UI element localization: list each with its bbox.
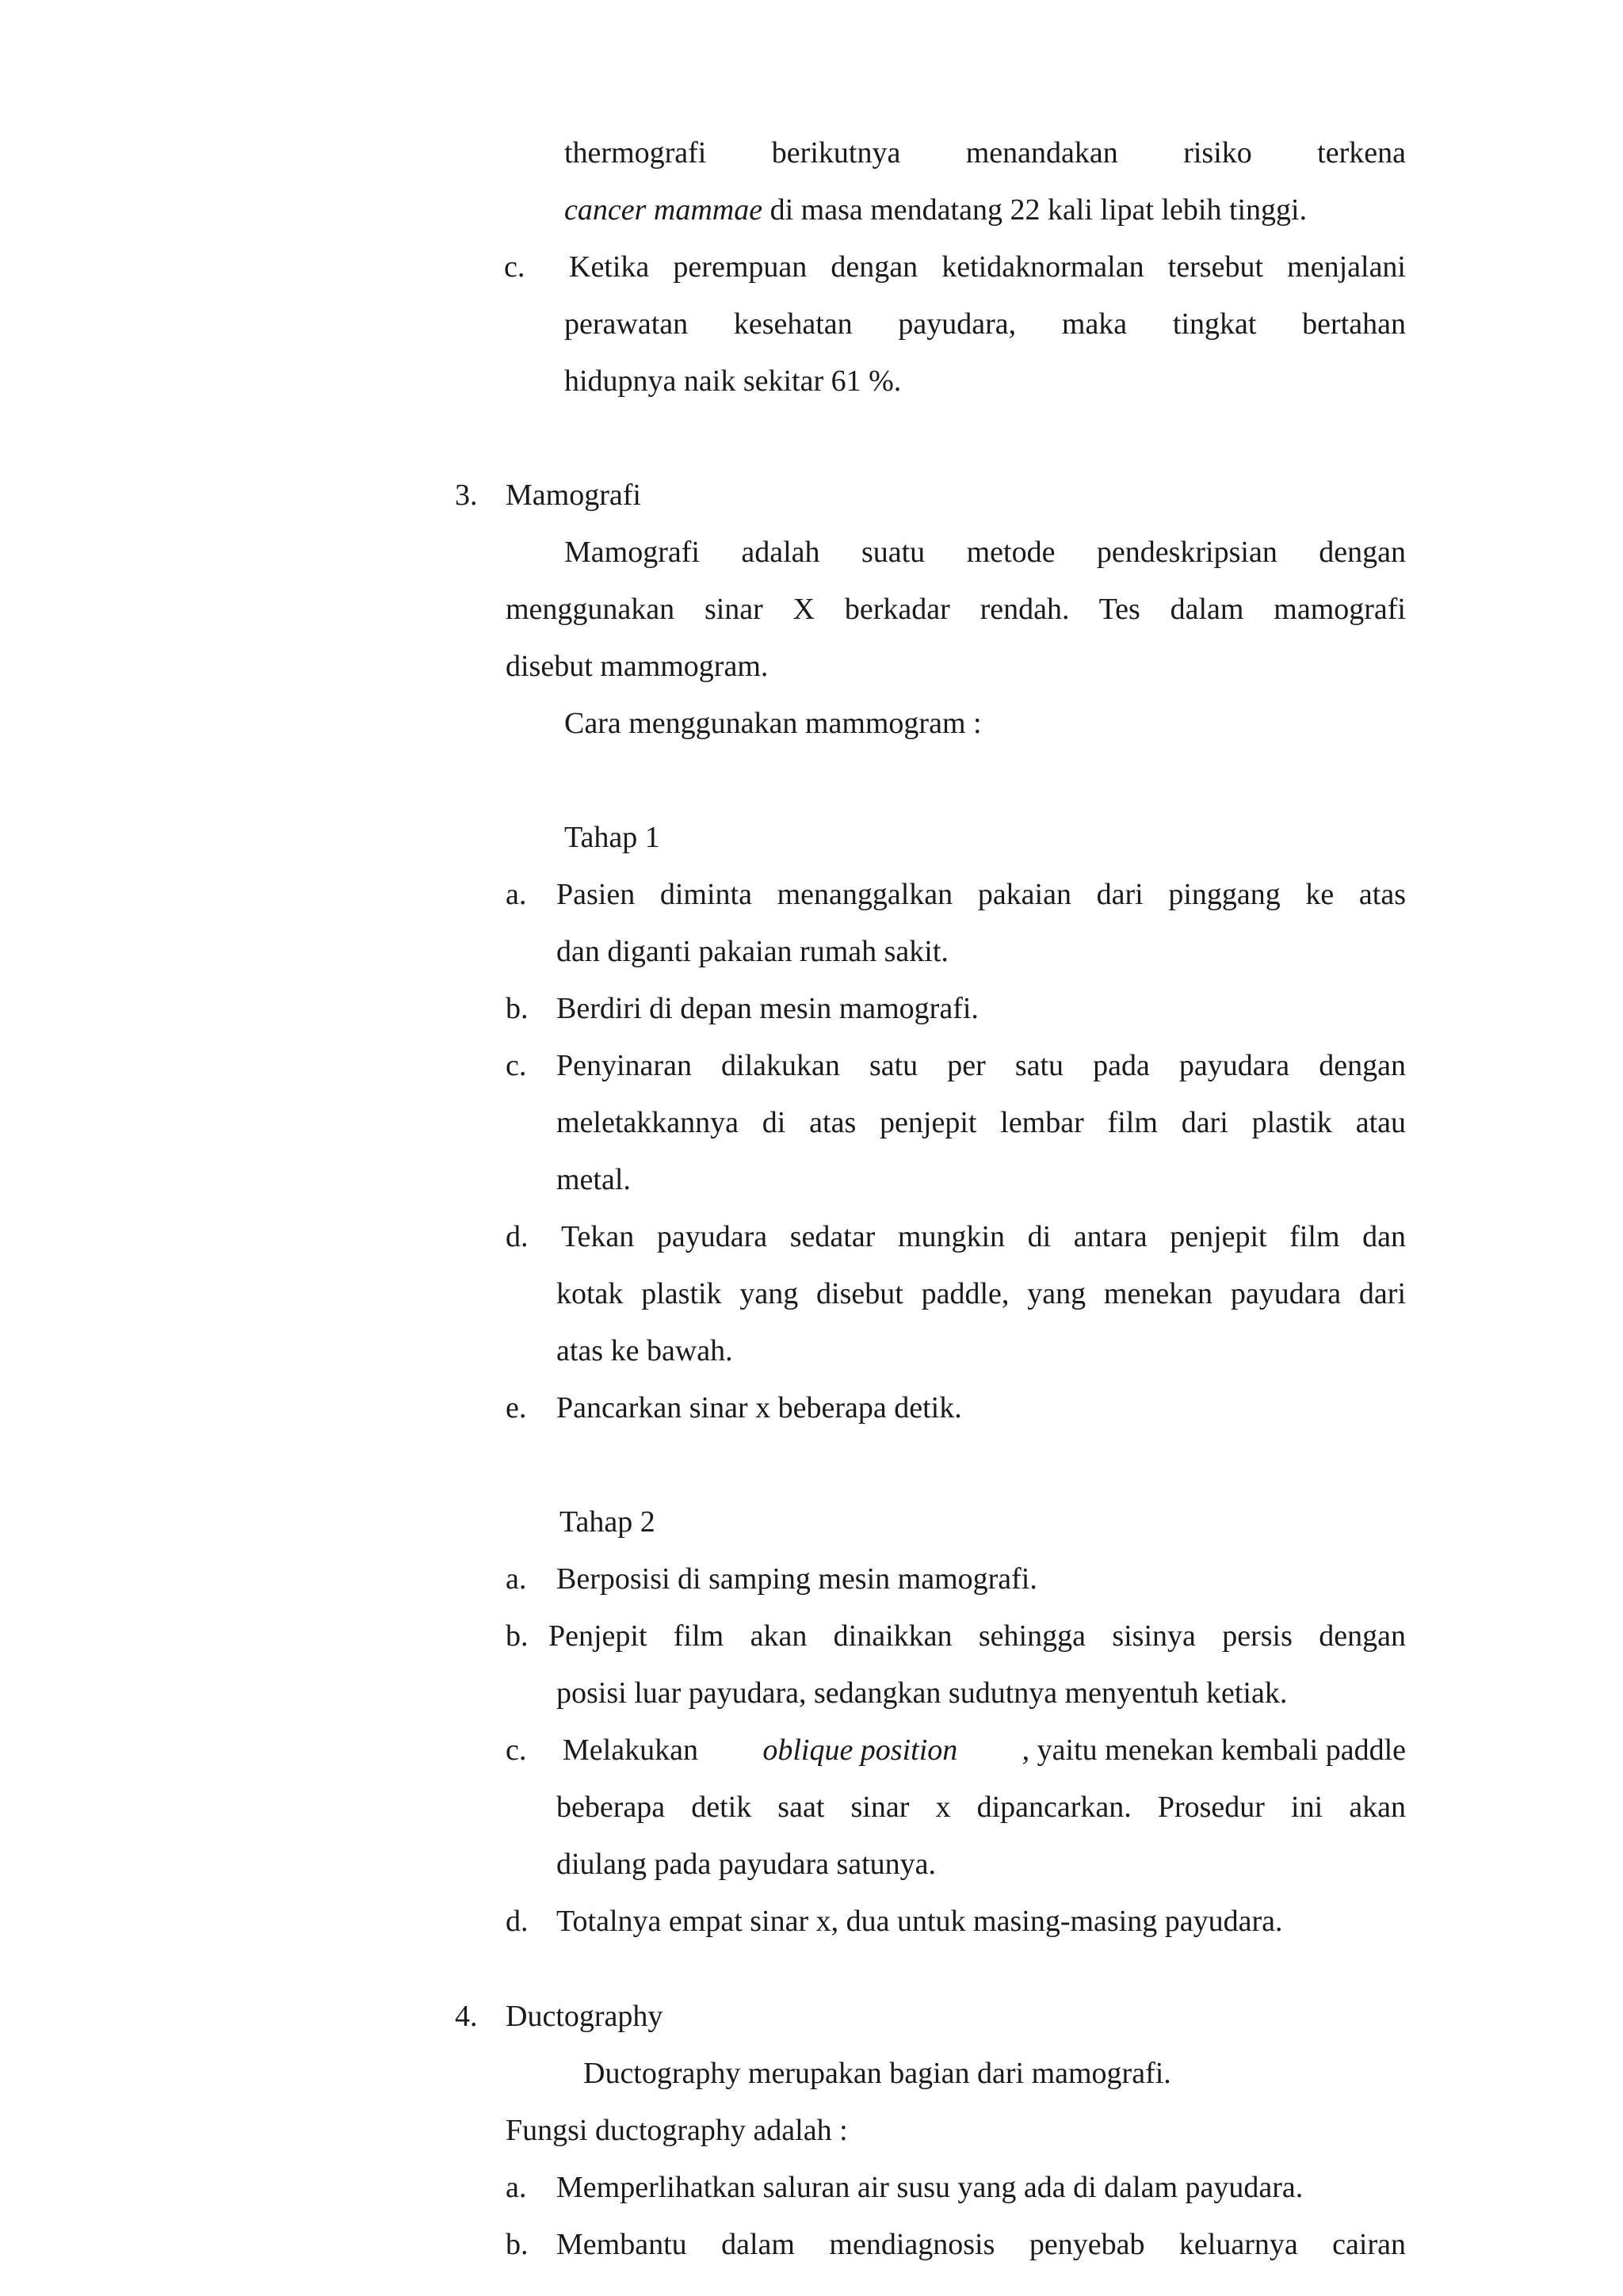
list-c-line-3: hidupnya naik sekitar 61 %. xyxy=(564,364,902,398)
list-b-continuation-text: di masa mendatang 22 kali lipat lebih tinggi. xyxy=(762,193,1308,227)
stage-2-item-c-line-3: diulang pada payudara satunya. xyxy=(556,1848,937,1881)
list-c-line-2: perawatan kesehatan payudara, maka tingkat bertahan xyxy=(564,307,1406,341)
section-4-intro: Ductography merupakan bagian dari mamografi. xyxy=(583,2057,1171,2090)
stage-1-marker-b: b. xyxy=(506,992,529,1025)
list-marker-c: c. xyxy=(504,250,525,284)
stage-1-marker-a: a. xyxy=(506,878,527,911)
stage-1-marker-c: c. xyxy=(506,1049,527,1082)
stage-1-marker-e: e. xyxy=(506,1391,527,1425)
stage-2-item-c-line-1 xyxy=(563,1735,1406,1765)
section-4-marker-a: a. xyxy=(506,2171,527,2204)
section-3-intro-line-1: Mamografi adalah suatu metode pendeskripsian dengan xyxy=(564,536,1406,569)
section-3-title: Mamografi xyxy=(506,479,641,512)
section-4-item-b-line-1: Membantu dalam mendiagnosis penyebab keluarnya cairan xyxy=(556,2228,1406,2261)
stage-2-marker-c: c. xyxy=(506,1733,527,1767)
list-b-continuation-line-1: thermografi berikutnya menandakan risiko terkena xyxy=(564,136,1406,170)
list-c-line-1: Ketika perempuan dengan ketidaknormalan tersebut menjalani xyxy=(569,250,1406,284)
stage-1-item-b-line-1: Berdiri di depan mesin mamografi. xyxy=(556,992,979,1025)
stage-1-item-d-line-2: kotak plastik yang disebut paddle, yang menekan payudara dari xyxy=(556,1277,1406,1310)
stage-2-marker-b: b. xyxy=(506,1619,529,1653)
section-3-intro-line-2: menggunakan sinar X berkadar rendah. Tes dalam mamografi xyxy=(506,593,1406,626)
section-3-how-to: Cara menggunakan mammogram : xyxy=(564,707,982,740)
stage-2-title: Tahap 2 xyxy=(559,1505,655,1539)
section-4-number: 4. xyxy=(455,2000,478,2033)
stage-2-item-b-line-2: posisi luar payudara, sedangkan sudutnya menyentuh ketiak. xyxy=(556,1676,1288,1710)
stage-2-item-b-line-1: Penjepit film akan dinaikkan sehingga sisinya persis dengan xyxy=(548,1619,1406,1653)
section-4-item-a-line-1: Memperlihatkan saluran air susu yang ada di dalam payudara. xyxy=(556,2171,1304,2204)
stage-2-item-a-line-1: Berposisi di samping mesin mamografi. xyxy=(556,1562,1037,1596)
section-4-function-label: Fungsi ductography adalah : xyxy=(506,2114,848,2147)
stage-2-item-c-text-post: , yaitu menekan kembali paddle xyxy=(1022,1733,1406,1767)
section-3-intro-line-3: disebut mammogram. xyxy=(506,650,769,683)
stage-1-item-e-line-1: Pancarkan sinar x beberapa detik. xyxy=(556,1391,962,1425)
stage-1-item-c-line-3: metal. xyxy=(556,1163,631,1196)
section-4-marker-b: b. xyxy=(506,2228,529,2261)
stage-1-marker-d: d. xyxy=(506,1220,529,1253)
stage-1-item-c-line-2: meletakkannya di atas penjepit lembar film dari plastik atau xyxy=(556,1106,1406,1139)
section-4-title: Ductography xyxy=(506,2000,663,2033)
stage-2-marker-d: d. xyxy=(506,1905,529,1938)
stage-1-item-d-line-3: atas ke bawah. xyxy=(556,1334,733,1367)
italic-term: oblique position xyxy=(762,1733,958,1767)
section-3-number: 3. xyxy=(455,479,478,512)
stage-2-item-c-text-pre: Melakukan xyxy=(563,1733,698,1767)
italic-term: cancer mammae xyxy=(564,193,763,227)
stage-1-title: Tahap 1 xyxy=(564,821,660,854)
list-b-continuation-line-2 xyxy=(564,195,1307,225)
stage-2-marker-a: a. xyxy=(506,1562,527,1596)
stage-2-item-d-line-1: Totalnya empat sinar x, dua untuk masing-masing payudara. xyxy=(556,1905,1283,1938)
stage-1-item-c-line-1: Penyinaran dilakukan satu per satu pada payudara dengan xyxy=(556,1049,1406,1082)
stage-1-item-a-line-1: Pasien diminta menanggalkan pakaian dari pinggang ke atas xyxy=(556,878,1406,911)
stage-1-item-d-line-1: Tekan payudara sedatar mungkin di antara penjepit film dan xyxy=(561,1220,1406,1253)
stage-2-item-c-line-2: beberapa detik saat sinar x dipancarkan. Prosedur ini akan xyxy=(556,1791,1406,1824)
stage-1-item-a-line-2: dan diganti pakaian rumah sakit. xyxy=(556,935,949,968)
